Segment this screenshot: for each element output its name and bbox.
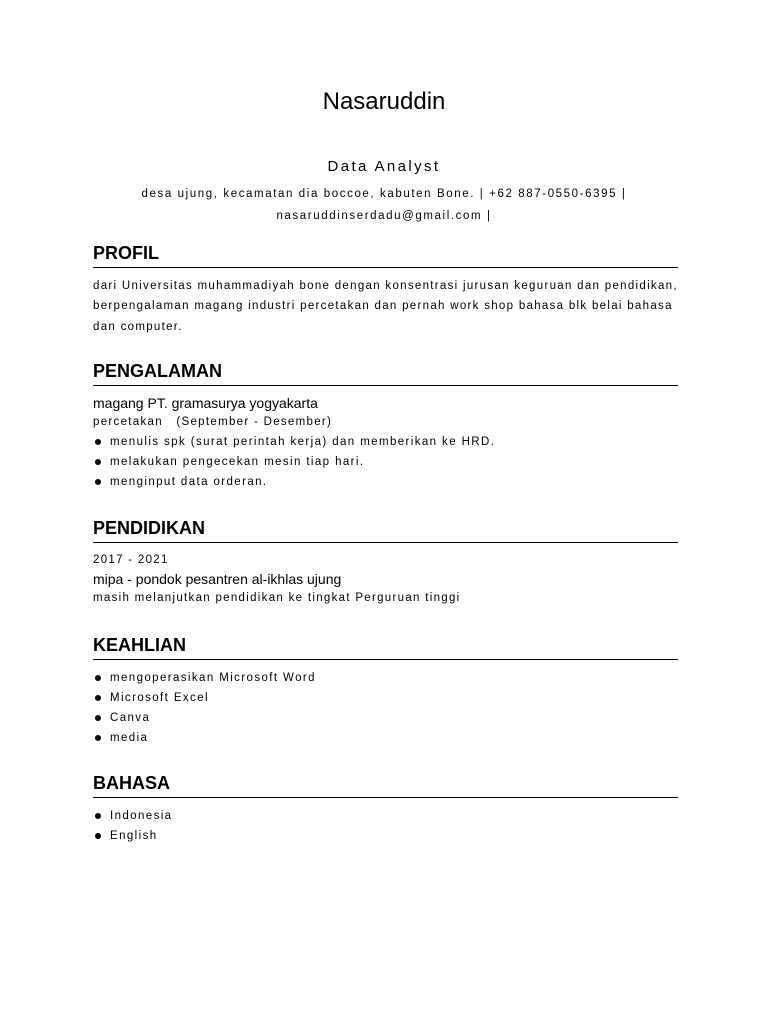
keahlian-section: [93, 633, 678, 748]
profil-section: [93, 241, 678, 337]
list-item: media: [93, 728, 678, 748]
list-item: menginput data orderan.: [93, 472, 678, 492]
pengalaman-section: [93, 359, 678, 492]
section-title-pengalaman: PENGALAMAN: [93, 361, 222, 381]
list-item: Microsoft Excel: [93, 688, 678, 708]
candidate-role: Data Analyst: [327, 158, 441, 175]
contact-line-email: nasaruddinserdadu@gmail.com |: [276, 210, 492, 222]
pendidikan-section: [93, 516, 678, 608]
contact-line-address-phone: desa ujung, kecamatan dia boccoe, kabuten Bone. | +62 887-0550-6395 |: [141, 188, 627, 200]
list-item: mengoperasikan Microsoft Word: [93, 668, 678, 688]
section-title-keahlian: KEAHLIAN: [93, 635, 186, 655]
section-divider: [93, 542, 678, 543]
job-duties-list: [93, 432, 678, 492]
section-title-bahasa: BAHASA: [93, 773, 171, 793]
section-title-pendidikan: PENDIDIKAN: [93, 518, 206, 538]
bahasa-section: [93, 771, 678, 846]
section-divider: [93, 659, 678, 660]
section-divider: [93, 385, 678, 386]
education-years: 2017 - 2021: [93, 554, 169, 566]
skills-list: [93, 668, 678, 748]
contact-info: [120, 183, 648, 227]
list-item: Canva: [93, 708, 678, 728]
education-note: masih melanjutkan pendidikan ke tingkat Perguruan tinggi: [93, 592, 461, 604]
list-item: menulis spk (surat perintah kerja) dan memberikan ke HRD.: [93, 432, 678, 452]
section-title-profil: PROFIL: [93, 243, 159, 263]
list-item: English: [93, 826, 678, 846]
job-title: magang PT. gramasurya yogyakarta: [93, 395, 318, 411]
section-divider: [93, 267, 678, 268]
job-meta: percetakan (September - Desember): [93, 416, 333, 428]
section-divider: [93, 797, 678, 798]
list-item: Indonesia: [93, 806, 678, 826]
profil-text: dari Universitas muhammadiyah bone dengan konsentrasi jurusan keguruan dan pendidikan, berpengalaman magang industri percetakan dan pernah work shop bahasa blk belai bahasa dan computer.: [93, 280, 678, 333]
languages-list: [93, 806, 678, 846]
education-school: mipa - pondok pesantren al-ikhlas ujung: [93, 571, 342, 587]
candidate-name: Nasaruddin: [322, 88, 446, 115]
list-item: melakukan pengecekan mesin tiap hari.: [93, 452, 678, 472]
